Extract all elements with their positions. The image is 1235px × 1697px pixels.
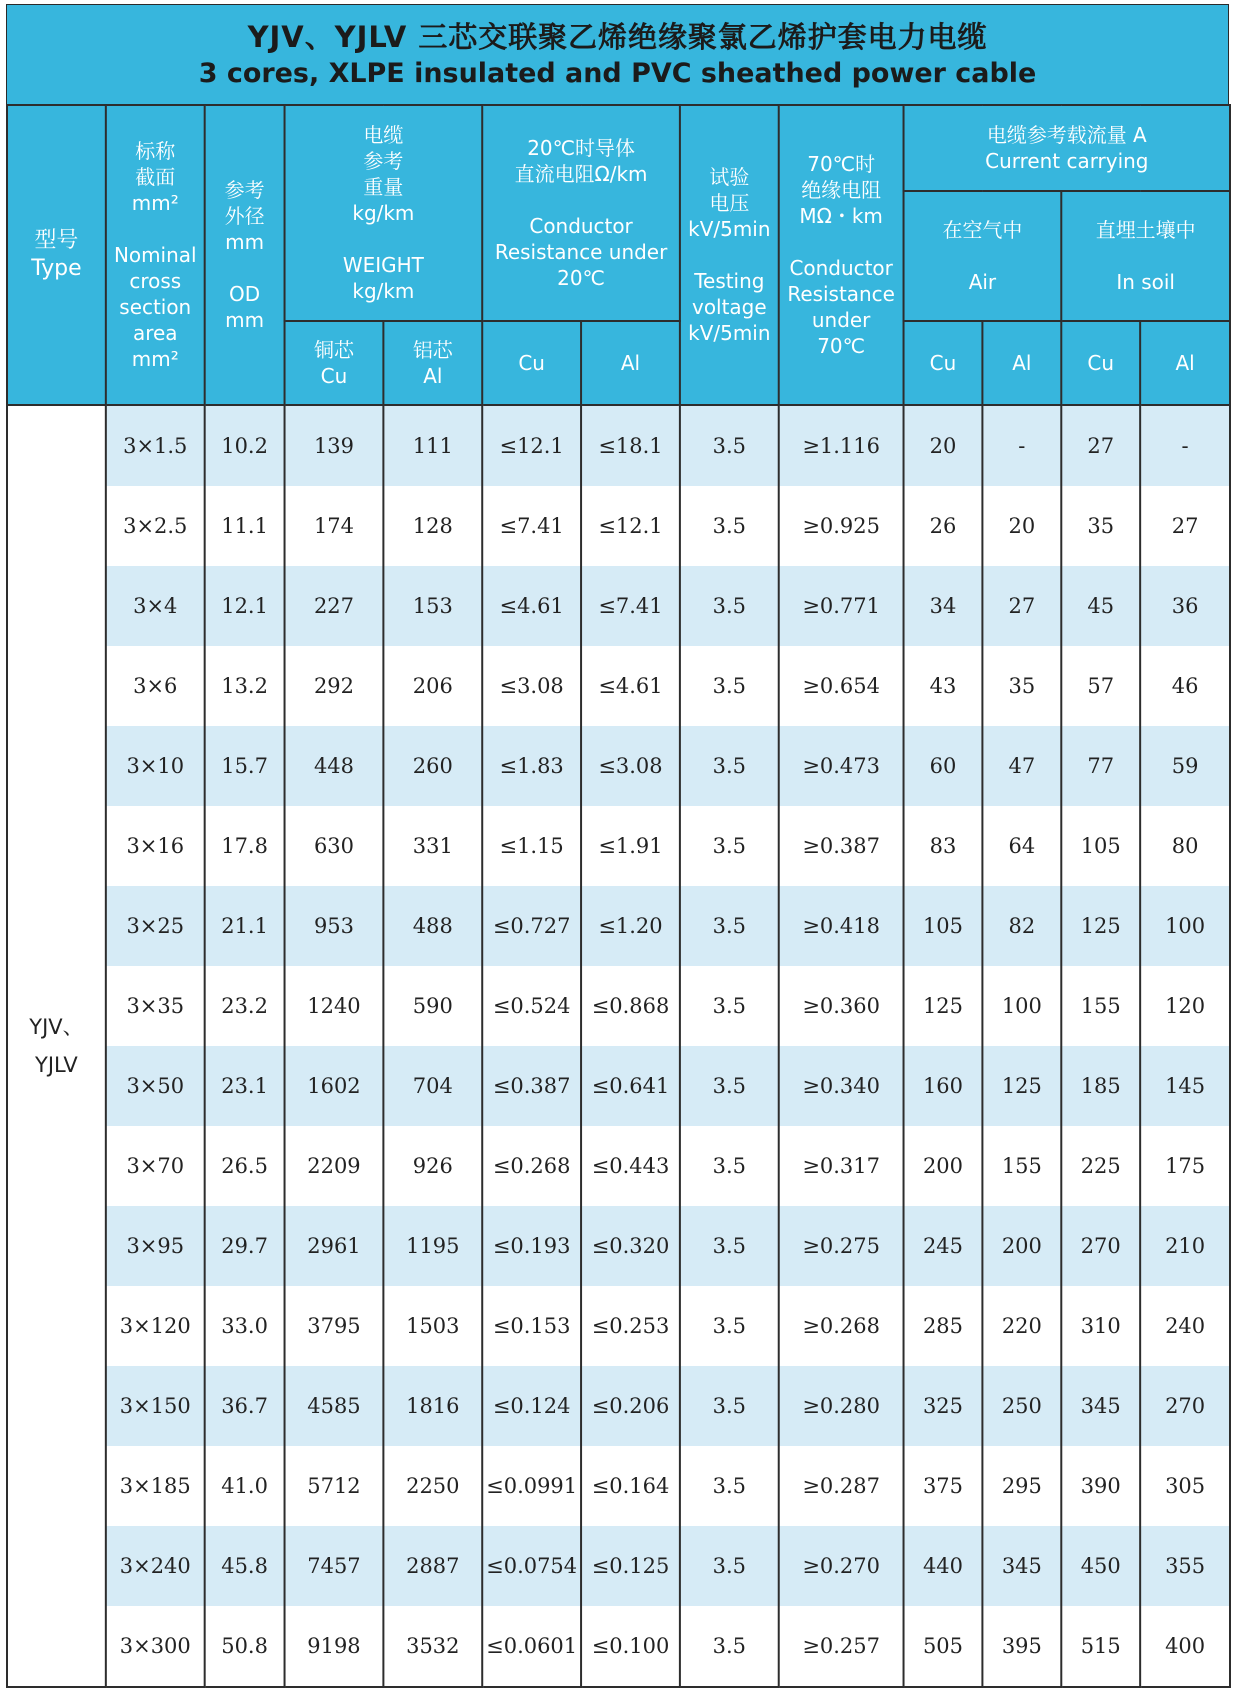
cell-air-al: 250 [982,1366,1061,1446]
cell-insulation-resistance: ≥0.317 [779,1126,904,1206]
cell-air-cu: 160 [904,1046,983,1126]
header-line: 在空气中 [942,218,1023,242]
cell-resistance-al: ≤0.100 [581,1606,680,1687]
cell-weight-cu: 5712 [285,1446,384,1526]
cell-weight-al: 1195 [383,1206,482,1286]
cell-resistance-al: ≤1.20 [581,886,680,966]
cell-resistance-cu: ≤7.41 [482,486,581,566]
header-line: Conductor [529,214,633,238]
cell-resistance-al: ≤0.164 [581,1446,680,1526]
cell-weight-al: 206 [383,646,482,726]
cell-resistance-cu: ≤12.1 [482,405,581,486]
header-line: OD [229,282,261,306]
table-row [7,1446,1230,1526]
header-line: Conductor [789,256,893,280]
cell-resistance-cu: ≤1.15 [482,806,581,886]
header-line: voltage [692,295,767,319]
header-line: Cu [320,364,348,388]
cell-testing-voltage: 3.5 [680,1206,779,1286]
cell-resistance-al: ≤0.206 [581,1366,680,1446]
header-line: MΩ・km [799,204,883,228]
cell-soil-cu: 45 [1061,566,1140,646]
cell-testing-voltage: 3.5 [680,486,779,566]
cell-weight-al: 128 [383,486,482,566]
cell-air-al: 35 [982,646,1061,726]
cell-resistance-al: ≤0.125 [581,1526,680,1606]
cell-soil-al: 145 [1140,1046,1230,1126]
table-row [7,405,1230,486]
cell-soil-al: 240 [1140,1286,1230,1366]
header-line: 重量 [363,175,404,199]
cell-resistance-al: ≤7.41 [581,566,680,646]
cell-soil-al: 46 [1140,646,1230,726]
cell-weight-al: 3532 [383,1606,482,1687]
table-body [7,405,1230,1687]
cell-weight-al: 1816 [383,1366,482,1446]
cell-resistance-cu: ≤0.268 [482,1126,581,1206]
table-row [7,1606,1230,1687]
cell-air-al: 47 [982,726,1061,806]
header-line: area [132,321,178,345]
cell-testing-voltage: 3.5 [680,405,779,486]
cell-soil-cu: 345 [1061,1366,1140,1446]
cell-air-al: 20 [982,486,1061,566]
type-label-line: YJLV [35,1053,78,1077]
header-line: Al [423,364,443,388]
cell-od: 23.1 [205,1046,285,1126]
cell-testing-voltage: 3.5 [680,1526,779,1606]
cell-testing-voltage: 3.5 [680,566,779,646]
cell-weight-cu: 1602 [285,1046,384,1126]
header-line: Resistance [787,282,895,306]
cell-insulation-resistance: ≥0.925 [779,486,904,566]
cell-soil-al: 305 [1140,1446,1230,1526]
cell-soil-cu: 125 [1061,886,1140,966]
header-line: 参考 [224,178,265,202]
table-row [7,1286,1230,1366]
cell-soil-cu: 390 [1061,1446,1140,1526]
cell-soil-cu: 185 [1061,1046,1140,1126]
cell-soil-cu: 155 [1061,966,1140,1046]
cell-weight-al: 153 [383,566,482,646]
cell-resistance-al: ≤0.320 [581,1206,680,1286]
table-row [7,1046,1230,1126]
cell-air-cu: 285 [904,1286,983,1366]
cell-nominal-section: 3×1.5 [106,405,205,486]
header-resistance-cu: Cu [482,321,581,405]
cell-nominal-section: 3×240 [106,1526,205,1606]
cell-od: 36.7 [205,1366,285,1446]
cell-od: 12.1 [205,566,285,646]
cell-soil-cu: 27 [1061,405,1140,486]
table-row [7,1126,1230,1206]
table-row [7,966,1230,1046]
cell-air-cu: 200 [904,1126,983,1206]
cell-air-cu: 505 [904,1606,983,1687]
cell-testing-voltage: 3.5 [680,966,779,1046]
cell-testing-voltage: 3.5 [680,1046,779,1126]
cell-weight-al: 111 [383,405,482,486]
cell-soil-al: 175 [1140,1126,1230,1206]
cell-soil-cu: 225 [1061,1126,1140,1206]
header-conductor-resistance [482,105,680,321]
cell-air-cu: 245 [904,1206,983,1286]
header-air-cu: Cu [904,321,983,405]
header-soil-cu: Cu [1061,321,1140,405]
cell-resistance-cu: ≤1.83 [482,726,581,806]
header-line: 20℃时导体 [527,136,635,160]
header-line: under [811,308,871,332]
cell-resistance-cu: ≤0.124 [482,1366,581,1446]
cell-testing-voltage: 3.5 [680,646,779,726]
cell-resistance-al: ≤3.08 [581,726,680,806]
cell-insulation-resistance: ≥0.270 [779,1526,904,1606]
cell-od: 23.2 [205,966,285,1046]
header-soil-al: Al [1140,321,1230,405]
table-row [7,1206,1230,1286]
header-line: 截面 [135,165,176,189]
cell-air-cu: 325 [904,1366,983,1446]
cell-air-cu: 60 [904,726,983,806]
cell-resistance-cu: ≤3.08 [482,646,581,726]
cell-resistance-al: ≤12.1 [581,486,680,566]
header-line: 型号 [34,228,79,253]
cell-soil-cu: 515 [1061,1606,1140,1687]
cell-weight-al: 2250 [383,1446,482,1526]
title-english: 3 cores, XLPE insulated and PVC sheathed power cable [198,57,1037,89]
cell-weight-al: 1503 [383,1286,482,1366]
cell-nominal-section: 3×25 [106,886,205,966]
cell-resistance-al: ≤0.443 [581,1126,680,1206]
cell-weight-cu: 7457 [285,1526,384,1606]
cell-air-cu: 375 [904,1446,983,1526]
cell-weight-cu: 448 [285,726,384,806]
cell-soil-al: 59 [1140,726,1230,806]
cell-od: 21.1 [205,886,285,966]
header-line: kg/km [352,279,415,303]
cell-insulation-resistance: ≥0.771 [779,566,904,646]
cell-resistance-cu: ≤0.387 [482,1046,581,1126]
cell-nominal-section: 3×2.5 [106,486,205,566]
header-line: In soil [1116,270,1175,294]
cell-od: 13.2 [205,646,285,726]
table-row [7,886,1230,966]
header-line: 电压 [709,191,750,215]
table-row [7,1366,1230,1446]
table-title [6,4,1229,105]
cell-air-al: 125 [982,1046,1061,1126]
header-line: WEIGHT [342,253,424,277]
cell-insulation-resistance: ≥0.387 [779,806,904,886]
cell-nominal-section: 3×120 [106,1286,205,1366]
cell-resistance-al: ≤1.91 [581,806,680,886]
cell-od: 45.8 [205,1526,285,1606]
cell-testing-voltage: 3.5 [680,806,779,886]
cell-air-cu: 43 [904,646,983,726]
table-row [7,1526,1230,1606]
header-line: 直埋土壤中 [1095,218,1196,242]
cell-air-al: 220 [982,1286,1061,1366]
cell-nominal-section: 3×35 [106,966,205,1046]
cell-nominal-section: 3×150 [106,1366,205,1446]
cell-weight-cu: 174 [285,486,384,566]
cell-nominal-section: 3×16 [106,806,205,886]
header-line: 20℃ [557,266,605,290]
table-row [7,566,1230,646]
header-line: 试验 [709,165,750,189]
header-line: Air [968,270,997,294]
header-line: kV/5min [688,321,771,345]
table-row [7,486,1230,566]
cell-weight-cu: 9198 [285,1606,384,1687]
header-weight-cu [285,321,384,405]
cell-testing-voltage: 3.5 [680,1366,779,1446]
cell-insulation-resistance: ≥0.287 [779,1446,904,1526]
cell-resistance-cu: ≤0.0601 [482,1606,581,1687]
cell-air-al: 64 [982,806,1061,886]
header-line: mm [225,230,265,254]
header-line: mm [225,308,265,332]
header-insulation-resistance [779,105,904,405]
cell-air-cu: 125 [904,966,983,1046]
header-line: 70℃ [817,334,866,358]
cell-od: 50.8 [205,1606,285,1687]
header-current-carrying [904,105,1230,191]
cell-air-cu: 83 [904,806,983,886]
cell-soil-al: 100 [1140,886,1230,966]
cell-od: 33.0 [205,1286,285,1366]
cell-nominal-section: 3×4 [106,566,205,646]
header-air-al: Al [982,321,1061,405]
header-air [904,191,1062,321]
cell-resistance-al: ≤4.61 [581,646,680,726]
cell-weight-cu: 4585 [285,1366,384,1446]
header-nominal-section [106,105,205,405]
header-line: Current carrying [985,149,1149,173]
cell-weight-cu: 2961 [285,1206,384,1286]
cell-od: 17.8 [205,806,285,886]
cell-insulation-resistance: ≥0.275 [779,1206,904,1286]
title-chinese: YJV、YJLV 三芯交联聚乙烯绝缘聚氯乙烯护套电力电缆 [247,19,988,54]
cell-air-cu: 26 [904,486,983,566]
cell-soil-cu: 310 [1061,1286,1140,1366]
cell-air-al: 200 [982,1206,1061,1286]
cell-insulation-resistance: ≥0.360 [779,966,904,1046]
type-label-line: YJV、 [29,1015,84,1039]
cell-weight-al: 704 [383,1046,482,1126]
cell-nominal-section: 3×6 [106,646,205,726]
cell-od: 15.7 [205,726,285,806]
cell-soil-al: - [1140,405,1230,486]
cell-nominal-section: 3×50 [106,1046,205,1126]
cell-weight-cu: 2209 [285,1126,384,1206]
cell-insulation-resistance: ≥0.340 [779,1046,904,1126]
cell-nominal-section: 3×70 [106,1126,205,1206]
cell-weight-cu: 139 [285,405,384,486]
cell-weight-cu: 1240 [285,966,384,1046]
cell-od: 10.2 [205,405,285,486]
cell-weight-al: 926 [383,1126,482,1206]
cell-insulation-resistance: ≥0.280 [779,1366,904,1446]
cell-insulation-resistance: ≥1.116 [779,405,904,486]
cell-testing-voltage: 3.5 [680,1286,779,1366]
header-line: Testing [694,269,765,293]
cell-resistance-al: ≤0.641 [581,1046,680,1126]
header-weight [285,105,483,321]
cell-resistance-cu: ≤0.0754 [482,1526,581,1606]
header-line: Type [31,256,82,281]
cell-weight-al: 260 [383,726,482,806]
cell-resistance-cu: ≤0.727 [482,886,581,966]
header-line: 外径 [224,204,265,228]
header-soil [1061,191,1230,321]
cell-weight-cu: 630 [285,806,384,886]
cell-soil-cu: 57 [1061,646,1140,726]
cell-resistance-cu: ≤0.524 [482,966,581,1046]
header-line: 直流电阻Ω/km [514,162,648,186]
cell-air-al: 82 [982,886,1061,966]
header-weight-al [383,321,482,405]
table-row [7,806,1230,886]
cell-testing-voltage: 3.5 [680,1126,779,1206]
header-od [205,105,285,405]
cell-soil-al: 355 [1140,1526,1230,1606]
header-line: 绝缘电阻 [801,178,882,202]
cell-resistance-cu: ≤0.0991 [482,1446,581,1526]
cell-resistance-al: ≤18.1 [581,405,680,486]
header-testing-voltage [680,105,779,405]
header-line: kg/km [352,201,415,225]
header-line: 铝芯 [412,338,453,362]
cell-weight-al: 2887 [383,1526,482,1606]
table-header [7,105,1230,405]
cell-resistance-cu: ≤4.61 [482,566,581,646]
cable-spec-table [6,104,1231,1688]
table-row [7,726,1230,806]
header-line: mm² [131,347,179,371]
header-resistance-al: Al [581,321,680,405]
cell-air-al: 27 [982,566,1061,646]
cell-od: 29.7 [205,1206,285,1286]
type-cell [7,405,106,1687]
cell-insulation-resistance: ≥0.418 [779,886,904,966]
cell-nominal-section: 3×300 [106,1606,205,1687]
header-line: 铜芯 [313,338,354,362]
cell-air-cu: 440 [904,1526,983,1606]
cell-air-cu: 105 [904,886,983,966]
cell-resistance-al: ≤0.253 [581,1286,680,1366]
cell-air-al: 100 [982,966,1061,1046]
table-row [7,646,1230,726]
cell-weight-al: 331 [383,806,482,886]
cell-insulation-resistance: ≥0.257 [779,1606,904,1687]
cell-weight-cu: 3795 [285,1286,384,1366]
cell-soil-cu: 450 [1061,1526,1140,1606]
cell-od: 11.1 [205,486,285,566]
cell-soil-cu: 105 [1061,806,1140,886]
cell-soil-al: 80 [1140,806,1230,886]
cell-air-cu: 34 [904,566,983,646]
cell-soil-cu: 77 [1061,726,1140,806]
cell-resistance-al: ≤0.868 [581,966,680,1046]
cell-testing-voltage: 3.5 [680,1446,779,1526]
cell-weight-al: 488 [383,886,482,966]
header-line: kV/5min [688,217,771,241]
cell-od: 26.5 [205,1126,285,1206]
cell-weight-cu: 953 [285,886,384,966]
cell-air-al: 345 [982,1526,1061,1606]
cell-soil-al: 270 [1140,1366,1230,1446]
cell-soil-al: 400 [1140,1606,1230,1687]
cell-air-cu: 20 [904,405,983,486]
cell-resistance-cu: ≤0.153 [482,1286,581,1366]
cell-soil-al: 120 [1140,966,1230,1046]
cell-air-al: 155 [982,1126,1061,1206]
cell-weight-cu: 227 [285,566,384,646]
cell-testing-voltage: 3.5 [680,1606,779,1687]
header-line: cross [129,269,182,293]
cell-air-al: 395 [982,1606,1061,1687]
cell-nominal-section: 3×185 [106,1446,205,1526]
header-line: 标称 [135,139,176,163]
cell-weight-al: 590 [383,966,482,1046]
cell-insulation-resistance: ≥0.654 [779,646,904,726]
cell-testing-voltage: 3.5 [680,726,779,806]
header-line: 70℃时 [807,152,876,176]
cell-soil-al: 27 [1140,486,1230,566]
cell-nominal-section: 3×10 [106,726,205,806]
header-line: mm² [131,191,179,215]
header-line: 电缆参考载流量 A [986,123,1147,147]
cell-soil-cu: 35 [1061,486,1140,566]
header-type [7,105,106,405]
cell-soil-cu: 270 [1061,1206,1140,1286]
cell-soil-al: 36 [1140,566,1230,646]
cell-testing-voltage: 3.5 [680,886,779,966]
header-line: 电缆 [363,123,404,147]
cell-air-al: - [982,405,1061,486]
header-line: Nominal [113,243,197,267]
cell-nominal-section: 3×95 [106,1206,205,1286]
header-line: Resistance under [494,240,668,264]
cell-insulation-resistance: ≥0.473 [779,726,904,806]
cell-od: 41.0 [205,1446,285,1526]
header-line: section [119,295,192,319]
cell-resistance-cu: ≤0.193 [482,1206,581,1286]
header-line: 参考 [363,149,404,173]
cell-air-al: 295 [982,1446,1061,1526]
cell-insulation-resistance: ≥0.268 [779,1286,904,1366]
cell-soil-al: 210 [1140,1206,1230,1286]
cell-weight-cu: 292 [285,646,384,726]
